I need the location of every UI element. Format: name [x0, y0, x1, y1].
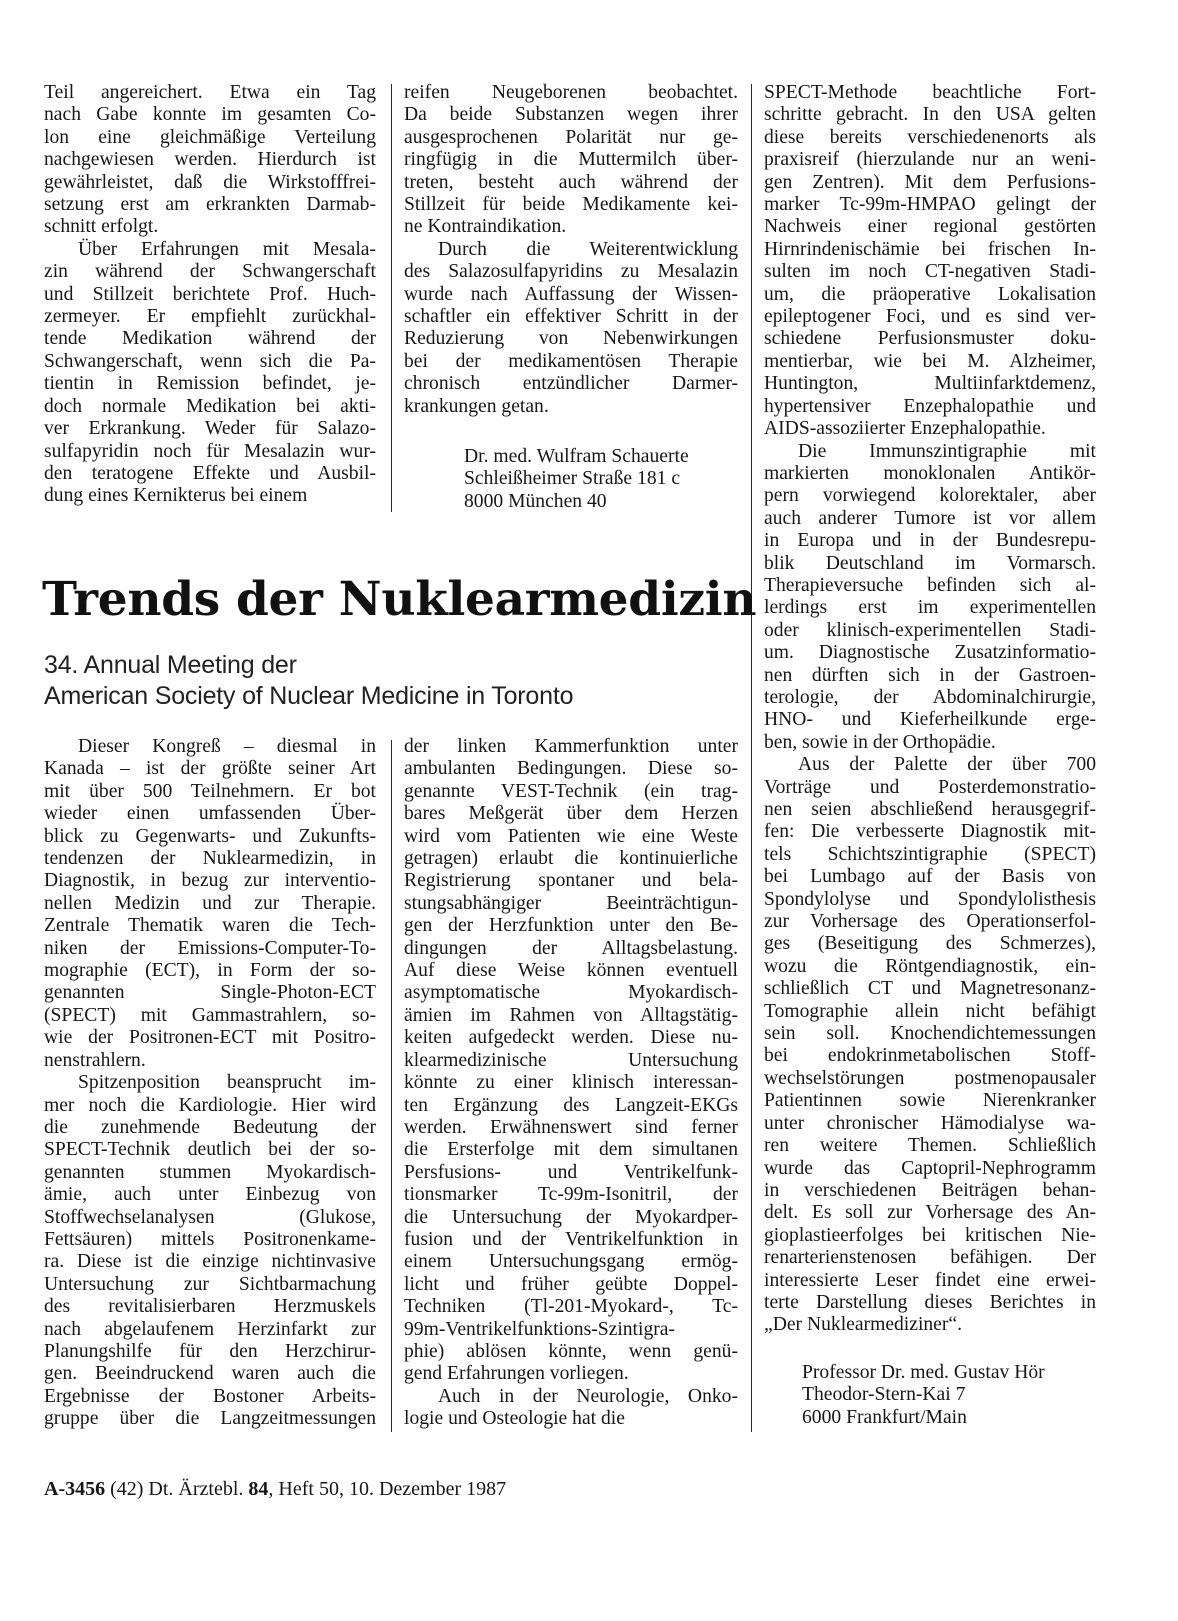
- text-line: Ergebnisse der Bostoner Arbeits-: [44, 1385, 376, 1407]
- text-line: (SPECT) mit Gammastrahlern, so-: [44, 1004, 376, 1026]
- text-line: auch anderer Tumore ist vor allem: [764, 507, 1096, 529]
- text-line: marker Tc-99m-HMPAO gelingt der: [764, 194, 1096, 216]
- text-line: Persfusions- und Ventrikelfunk-: [404, 1161, 738, 1183]
- journal-volume: 84: [248, 1478, 269, 1500]
- text-line: epileptogener Foci, und es sind ver-: [764, 306, 1096, 328]
- text-line: blik Deutschland im Vormarsch.: [764, 552, 1096, 574]
- text-line: terologie, der Abdominalchirurgie,: [764, 686, 1096, 708]
- text-line: schritte gebracht. In den USA gelten: [764, 104, 1096, 126]
- text-line: niken der Emissions-Computer-To-: [44, 937, 376, 959]
- text-line: wieder einen umfassenden Über-: [44, 803, 376, 825]
- text-line: einem Untersuchungsgang ermög-: [404, 1251, 738, 1273]
- subtitle-line-2: American Society of Nuclear Medicine in Toronto: [44, 682, 574, 710]
- text-line: mer noch die Kardiologie. Hier wird: [44, 1094, 376, 1116]
- text-line: ämie, auch unter Einbezug von: [44, 1184, 376, 1206]
- text-line: interessierte Leser findet eine erwei-: [764, 1269, 1096, 1291]
- article-column-2: [404, 736, 738, 1431]
- text-line: in Europa und in der Bundesrepu-: [764, 530, 1096, 552]
- article-column-1: [44, 736, 376, 1431]
- text-line: der linken Kammerfunktion unter: [404, 736, 738, 757]
- text-line: Auch in der Neurologie, Onko-: [438, 1385, 738, 1407]
- text-line: nen seien abschließend herausgegrif-: [764, 799, 1096, 820]
- text-line: wozu die Röntgendiagnostik, ein-: [764, 955, 1096, 977]
- text-line: reifen Neugeborenen beobachtet.: [404, 82, 738, 103]
- text-line: gewährleistet, daß die Wirkstofffrei-: [44, 171, 376, 193]
- text-line: bei endokrinmetabolischen Stoff-: [764, 1045, 1096, 1067]
- text-line: bei der medikamentösen Therapie: [404, 350, 738, 372]
- text-line: Nachweis einer regional gestörten: [764, 216, 1096, 238]
- text-line: wie der Positronen-ECT mit Positro-: [44, 1027, 376, 1049]
- text-line: tendenzen der Nuklearmedizin, in: [44, 848, 376, 870]
- text-line: diese bereits verschiedenenorts als: [764, 126, 1096, 148]
- text-line: nach Gabe konnte im gesamten Co-: [44, 104, 376, 126]
- text-line: AIDS-assoziierter Enzephalopathie.: [764, 418, 1046, 440]
- text-line: Reduzierung von Nebenwirkungen: [404, 328, 738, 350]
- text-line: zin während der Schwangerschaft: [44, 261, 376, 283]
- text-line: dung eines Kernikterus bei einem: [44, 485, 308, 507]
- text-line: schaftler ein effektiver Schritt in der: [404, 306, 738, 328]
- text-line: ambulanten Bedingungen. Diese so-: [404, 758, 738, 780]
- article-subtitle: [44, 650, 573, 712]
- text-line: lon eine gleichmäßige Verteilung: [44, 126, 376, 148]
- text-line: die zunehmende Bedeutung der: [44, 1116, 376, 1138]
- text-line: HNO- und Kieferheilkunde erge-: [764, 709, 1096, 731]
- text-line: delt. Es soll zur Vorhersage des An-: [764, 1202, 1096, 1224]
- text-line: nellen Medizin und zur Therapie.: [44, 892, 376, 914]
- text-line: ämien im Rahmen von Alltagstätig-: [404, 1004, 738, 1026]
- text-line: Huntington, Multiinfarktdemenz,: [764, 373, 1096, 395]
- text-line: wurde das Captopril-Nephrogramm: [764, 1157, 1096, 1179]
- text-line: unter chronischer Hämodialyse wa-: [764, 1112, 1096, 1134]
- text-line: des Salazosulfapyridins zu Mesalazin: [404, 261, 738, 283]
- text-line: setzung erst am erkrankten Darmab-: [44, 194, 376, 216]
- text-line: Stoffwechselanalysen (Glukose,: [44, 1206, 376, 1228]
- text-line: asymptomatische Myokardisch-: [404, 982, 738, 1004]
- journal-reference: (42) Dt. Ärztebl.: [110, 1478, 244, 1500]
- text-line: ten Ergänzung des Langzeit-EKGs: [404, 1094, 738, 1116]
- text-line: Teil angereichert. Etwa ein Tag: [44, 82, 376, 103]
- text-line: oder klinisch-experimentellen Stadi-: [764, 619, 1096, 641]
- text-line: ver Erkrankung. Weder für Salazo-: [44, 418, 376, 440]
- text-line: des revitalisierbaren Herzmuskels: [44, 1296, 376, 1318]
- text-line: schiedene Perfusionsmuster doku-: [764, 328, 1096, 350]
- text-line: Über Erfahrungen mit Mesala-: [78, 238, 376, 260]
- right-column-rule: [751, 84, 752, 1432]
- text-line: tionsmarker Tc-99m-Isonitril, der: [404, 1184, 738, 1206]
- text-line: tende Medikation während der: [44, 328, 376, 350]
- text-line: Diagnostik, in bezug zur interventio-: [44, 870, 376, 892]
- text-line: ges (Beseitigung des Schmerzes),: [764, 933, 1096, 955]
- text-line: gen Zentren). Mit dem Perfusions-: [764, 171, 1096, 193]
- text-line: Spondylolyse und Spondylolisthesis: [764, 888, 1096, 910]
- text-line: treten, besteht auch während der: [404, 171, 738, 193]
- text-line: hypertensiver Enzephalopathie und: [764, 395, 1096, 417]
- signature-street: Theodor-Stern-Kai 7: [802, 1384, 966, 1406]
- text-line: zermeyer. Er empfiehlt zurückhal-: [44, 306, 376, 328]
- text-line: genannten Single-Photon-ECT: [44, 982, 376, 1004]
- text-line: in verschiedenen Beiträgen behan-: [764, 1179, 1096, 1201]
- text-line: Vorträge und Posterdemonstratio-: [764, 776, 1096, 798]
- text-line: tientin in Remission befindet, je-: [44, 373, 376, 395]
- text-line: die Untersuchung der Myokardper-: [404, 1206, 738, 1228]
- text-line: gioplastieerfolges bei kritischen Nie-: [764, 1224, 1096, 1246]
- text-line: SPECT-Technik deutlich bei der so-: [44, 1139, 376, 1161]
- article-column-rule: [391, 740, 392, 1432]
- article-signature: [802, 1362, 1045, 1429]
- text-line: genannte VEST-Technik (ein trag-: [404, 780, 738, 802]
- text-line: praxisreif (hierzulande nur an weni-: [764, 149, 1096, 171]
- text-line: Untersuchung zur Sichtbarmachung: [44, 1273, 376, 1295]
- text-line: schließlich CT und Magnetresonanz-: [764, 978, 1096, 1000]
- text-line: wechselstörungen postmenopausaler: [764, 1067, 1096, 1089]
- text-line: getragen) erlaubt die kontinuierliche: [404, 848, 738, 870]
- text-line: stungsabhängiger Beeinträchtigun-: [404, 892, 738, 914]
- text-line: Techniken (Tl-201-Myokard-, Tc-: [404, 1296, 738, 1318]
- text-line: und Stillzeit berichtete Prof. Huch-: [44, 283, 376, 305]
- text-line: Kanada – ist der größte seiner Art: [44, 758, 376, 780]
- article-column-3: [764, 82, 1096, 1337]
- text-line: renarterienstenosen befähigen. Der: [764, 1247, 1096, 1269]
- text-line: den teratogene Effekte und Ausbil-: [44, 462, 376, 484]
- text-line: nenstrahlern.: [44, 1049, 146, 1071]
- text-line: markierten monoklonalen Antikör-: [764, 462, 1096, 484]
- text-line: ausgesprochenen Polarität nur ge-: [404, 126, 738, 148]
- text-line: Stillzeit für beide Medikamente kei-: [404, 194, 738, 216]
- page-number: A-3456: [44, 1478, 106, 1500]
- text-line: terte Darstellung dieses Berichtes in: [764, 1291, 1096, 1313]
- text-line: logie und Osteologie hat die: [404, 1408, 625, 1430]
- text-line: gend Erfahrungen vorliegen.: [404, 1363, 629, 1385]
- text-line: krankungen getan.: [404, 395, 549, 417]
- issue-date: , Heft 50, 10. Dezember 1987: [268, 1478, 507, 1500]
- text-line: Planungshilfe für den Herzchirur-: [44, 1340, 376, 1362]
- text-line: ra. Diese ist die einzige nichtinvasive: [44, 1251, 376, 1273]
- text-line: Die Immunszintigraphie mit: [798, 440, 1096, 462]
- text-line: sulten im noch CT-negativen Stadi-: [764, 261, 1096, 283]
- text-line: licht und früher geübte Doppel-: [404, 1273, 738, 1295]
- text-line: fusion und der Ventrikelfunktion in: [404, 1228, 738, 1250]
- text-line: doch normale Medikation bei akti-: [44, 395, 376, 417]
- text-line: Fettsäuren) mittels Positronenkame-: [44, 1228, 376, 1250]
- text-line: dingungen der Alltagsbelastung.: [404, 937, 738, 959]
- text-line: ben, sowie in der Orthopädie.: [764, 731, 996, 753]
- text-line: Patientinnen sowie Nierenkranker: [764, 1090, 1096, 1112]
- text-line: Registrierung spontaner und bela-: [404, 870, 738, 892]
- signature-city: 6000 Frankfurt/Main: [802, 1406, 967, 1428]
- text-line: bei Lumbago auf der Basis von: [764, 866, 1096, 888]
- top-signature: [464, 446, 689, 513]
- text-line: um. Diagnostische Zusatzinformatio-: [764, 642, 1096, 664]
- text-line: SPECT-Methode beachtliche Fort-: [764, 82, 1096, 103]
- text-line: „Der Nuklearmediziner“.: [764, 1314, 963, 1336]
- text-line: Aus der Palette der über 700: [798, 754, 1096, 776]
- text-line: ne Kontraindikation.: [404, 216, 567, 238]
- text-line: könnte zu einer klinisch interessan-: [404, 1072, 738, 1094]
- text-line: Durch die Weiterentwicklung: [438, 238, 738, 260]
- text-line: nachgewiesen werden. Hierdurch ist: [44, 149, 376, 171]
- text-line: genannten stummen Myokardisch-: [44, 1161, 376, 1183]
- text-line: wurde nach Auffassung der Wissen-: [404, 283, 738, 305]
- signature-street: Schleißheimer Straße 181 c: [464, 468, 681, 490]
- text-line: nen dürften sich in der Gastroen-: [764, 664, 1096, 686]
- text-line: Therapieversuche befinden sich al-: [764, 574, 1096, 596]
- text-line: mit über 500 Teilnehmern. Er bot: [44, 780, 376, 802]
- text-line: gen. Beeindruckend waren auch die: [44, 1363, 376, 1385]
- text-line: blick zu Gegenwarts- und Zukunfts-: [44, 825, 376, 847]
- text-line: nach abgelaufenem Herzinfarkt zur: [44, 1318, 376, 1340]
- text-line: ringfügig in die Muttermilch über-: [404, 149, 738, 171]
- text-line: bares Meßgerät über dem Herzen: [404, 803, 738, 825]
- text-line: werden. Erwähnenswert sind ferner: [404, 1116, 738, 1138]
- top-column-1: [44, 82, 376, 508]
- top-column-rule-1: [391, 84, 392, 512]
- text-line: zur Vorhersage des Operationserfol-: [764, 911, 1096, 933]
- text-line: chronisch entzündlicher Darmer-: [404, 373, 738, 395]
- text-line: ren weitere Themen. Schließlich: [764, 1135, 1096, 1157]
- text-line: lerdings erst im experimentellen: [764, 597, 1096, 619]
- text-line: pern vorwiegend kolorektaler, aber: [764, 485, 1096, 507]
- text-line: schnitt erfolgt.: [44, 216, 159, 238]
- text-line: Hirnrindenischämie bei frischen In-: [764, 238, 1096, 260]
- signature-city: 8000 München 40: [464, 490, 607, 512]
- text-line: tels Schichtszintigraphie (SPECT): [764, 843, 1096, 865]
- text-line: mographie (ECT), in Form der so-: [44, 960, 376, 982]
- text-line: Auf diese Weise können eventuell: [404, 960, 738, 982]
- text-line: fen: Die verbesserte Diagnostik mit-: [764, 821, 1096, 843]
- article-title: Trends der Nuklearmedizin: [42, 572, 757, 627]
- page-footer: [44, 1478, 506, 1501]
- text-line: Da beide Substanzen wegen ihrer: [404, 104, 738, 126]
- text-line: keiten aufgedeckt werden. Diese nu-: [404, 1027, 738, 1049]
- text-line: Schwangerschaft, wenn sich die Pa-: [44, 350, 376, 372]
- text-line: wird vom Patienten wie eine Weste: [404, 825, 738, 847]
- text-line: sulfapyridin noch für Mesalazin wur-: [44, 440, 376, 462]
- text-line: die Ersterfolge mit dem simultanen: [404, 1139, 738, 1161]
- text-line: sein soll. Knochendichtemessungen: [764, 1023, 1096, 1045]
- signature-name: Professor Dr. med. Gustav Hör: [802, 1362, 1045, 1383]
- signature-name: Dr. med. Wulfram Schauerte: [464, 446, 689, 467]
- text-line: um, die präoperative Lokalisation: [764, 283, 1096, 305]
- top-column-2: [404, 82, 738, 418]
- text-line: 99m-Ventrikelfunktions-Szintigra-: [404, 1318, 675, 1340]
- text-line: Dieser Kongreß – diesmal in: [78, 736, 376, 757]
- text-line: gruppe über die Langzeitmessungen: [44, 1408, 376, 1430]
- text-line: Zentrale Thematik waren die Tech-: [44, 915, 376, 937]
- text-line: Tomographie allein nicht befähigt: [764, 1000, 1096, 1022]
- text-line: gen der Herzfunktion unter den Be-: [404, 915, 738, 937]
- text-line: Spitzenposition beansprucht im-: [78, 1072, 376, 1094]
- text-line: mentierbar, wie bei M. Alzheimer,: [764, 350, 1096, 372]
- text-line: klearmedizinische Untersuchung: [404, 1049, 738, 1071]
- text-line: phie) ablösen könnte, wenn genü-: [404, 1340, 738, 1362]
- subtitle-line-1: 34. Annual Meeting der: [44, 651, 297, 679]
